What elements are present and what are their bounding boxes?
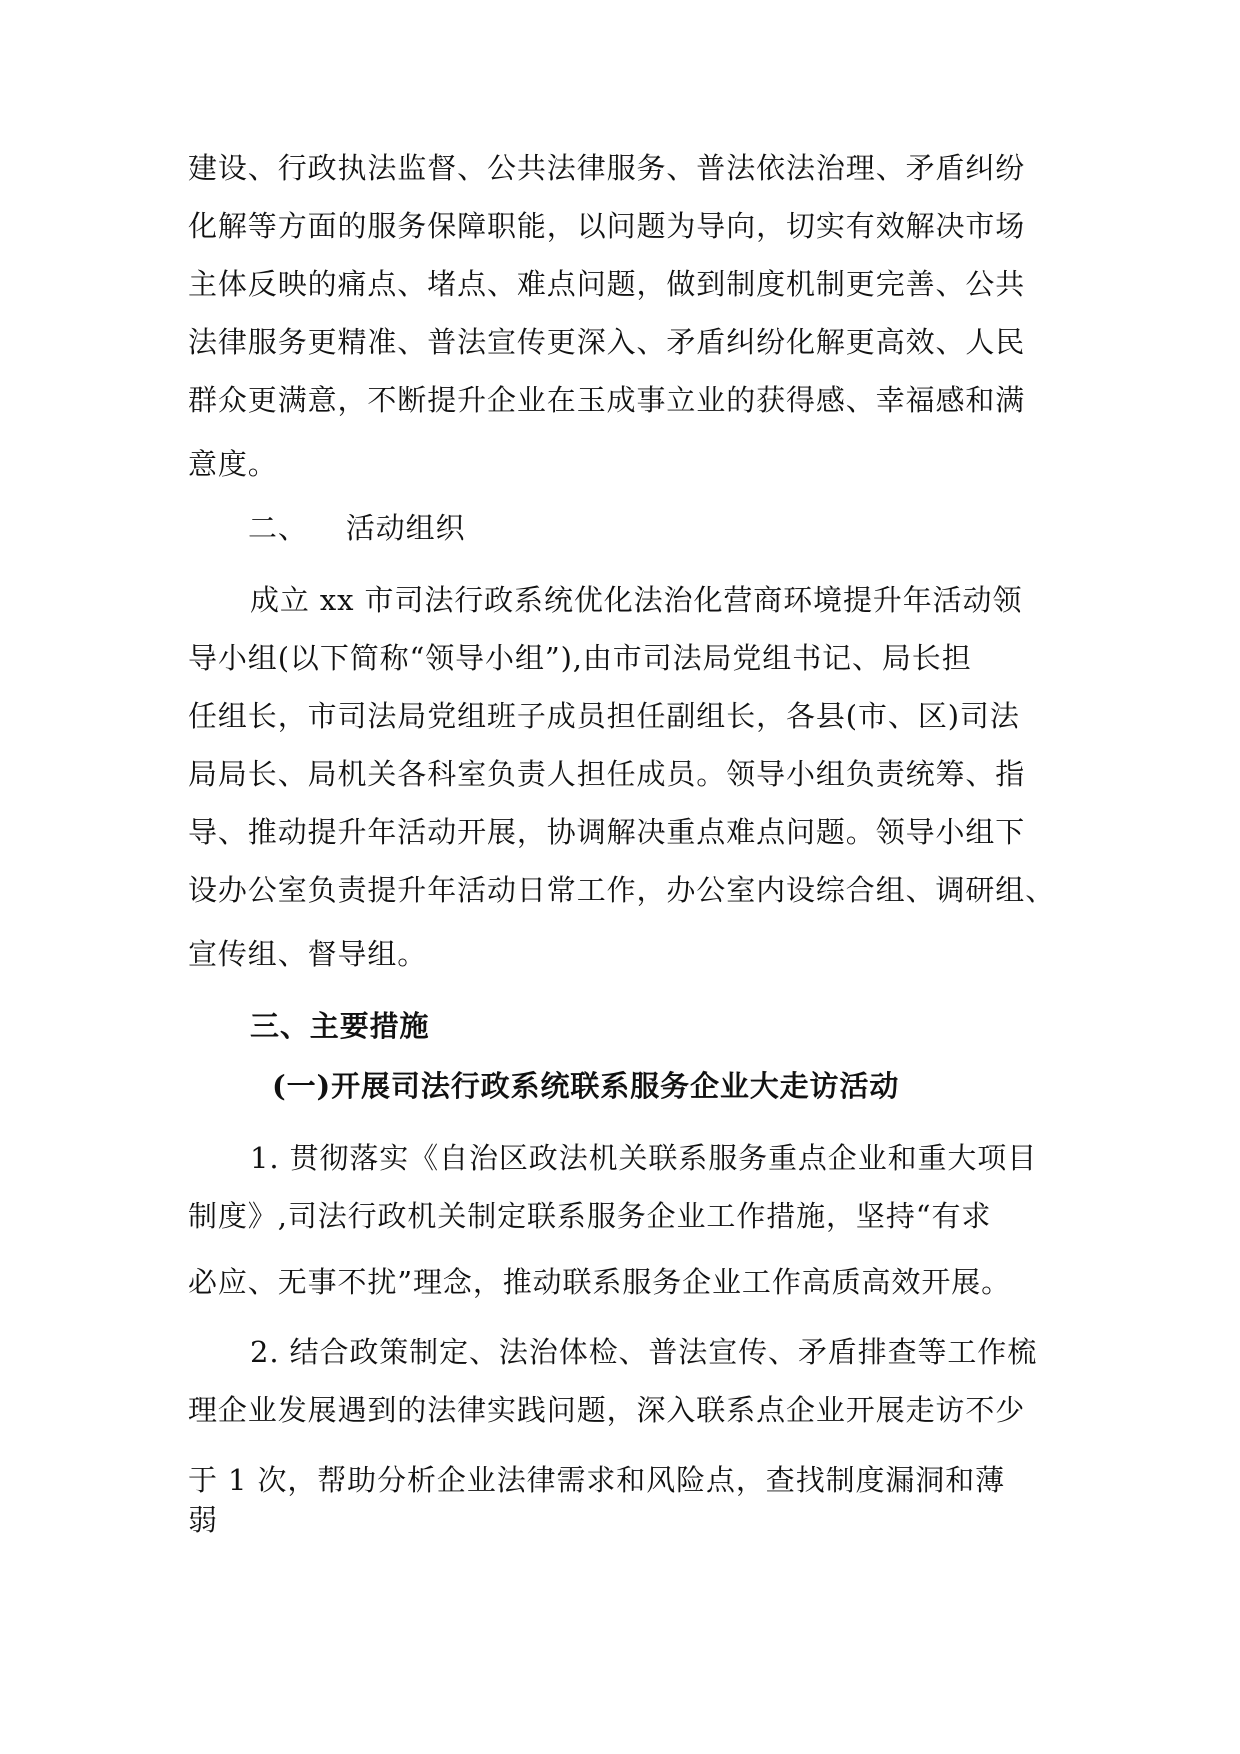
item2-line-2: 理企业发展遇到的法律实践问题，深入联系点企业开展走访不少 — [188, 1393, 1026, 1427]
section2-number: 二、 — [248, 511, 308, 545]
org-line-1: 成立 xx 市司法行政系统优化法治化营商环境提升年活动领 — [250, 583, 1023, 617]
item1-line-2: 制度》,司法行政机关制定联系服务企业工作措施，坚持“有求 — [188, 1199, 992, 1233]
org-line-4: 局局长、局机关各科室负责人担任成员。领导小组负责统筹、指 — [188, 757, 1026, 791]
section3-heading: 三、主要措施 — [250, 1009, 430, 1043]
item1-line-3: 必应、无事不扰”理念，推动联系服务企业工作高质高效开展。 — [188, 1265, 1012, 1299]
intro-line-3: 主体反映的痛点、堵点、难点问题，做到制度机制更完善、公共 — [188, 267, 1026, 301]
org-line-3: 任组长，市司法局党组班子成员担任副组长，各县(市、区)司法 — [188, 699, 1020, 733]
org-line-2: 导小组(以下简称“领导小组”),由市司法局党组书记、局长担 — [188, 641, 972, 675]
section2-heading — [248, 508, 465, 548]
item1-line-1: 1. 贯彻落实《自治区政法机关联系服务重点企业和重大项目 — [250, 1141, 1038, 1175]
intro-line-1: 建设、行政执法监督、公共法律服务、普法依法治理、矛盾纠纷 — [188, 151, 1026, 185]
intro-line-6: 意度。 — [188, 447, 278, 481]
item2-line-4: 弱 — [188, 1503, 218, 1537]
intro-line-5: 群众更满意，不断提升企业在玉成事立业的获得感、幸福感和满 — [188, 383, 1026, 417]
section2-title: 活动组织 — [345, 511, 466, 545]
org-line-6: 设办公室负责提升年活动日常工作，办公室内设综合组、调研组、 — [188, 873, 1056, 907]
item2-line-3: 于 1 次，帮助分析企业法律需求和风险点，查找制度漏洞和薄 — [188, 1463, 1005, 1497]
org-line-7: 宣传组、督导组。 — [188, 937, 428, 971]
intro-line-2: 化解等方面的服务保障职能，以问题为导向，切实有效解决市场 — [188, 209, 1026, 243]
item2-line-1: 2. 结合政策制定、法治体检、普法宣传、矛盾排查等工作梳 — [250, 1335, 1038, 1369]
org-line-5: 导、推动提升年活动开展，协调解决重点难点问题。领导小组下 — [188, 815, 1026, 849]
subsection1-heading: (一)开展司法行政系统联系服务企业大走访活动 — [272, 1069, 900, 1103]
intro-line-4: 法律服务更精准、普法宣传更深入、矛盾纠纷化解更高效、人民 — [188, 325, 1026, 359]
